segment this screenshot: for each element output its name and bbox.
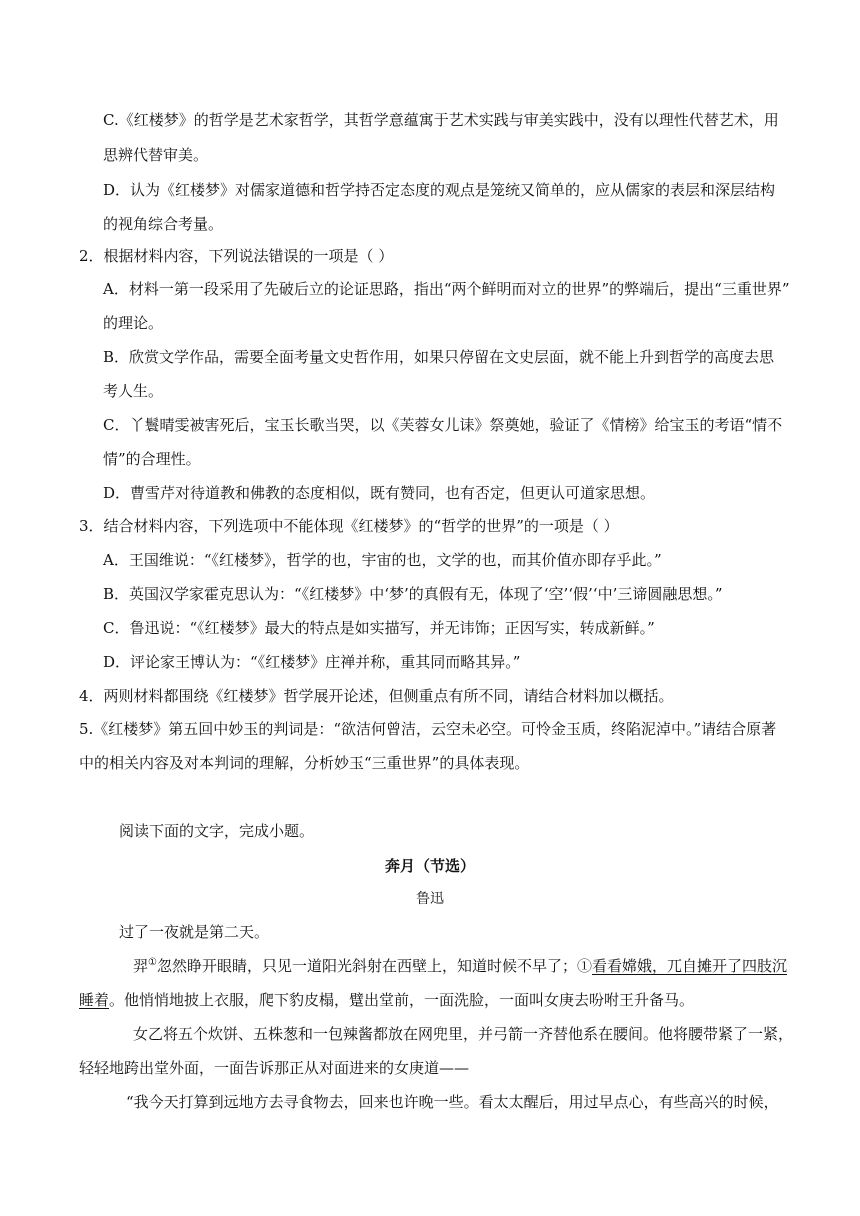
passage-title: 奔月（节选） <box>384 857 475 875</box>
q2-option-a-line1: A．材料一第一段采用了先破后立的论证思路，指出“两个鲜明而对立的世界”的弊端后，提出“三重世界” <box>103 280 790 298</box>
p2-text-start: 羿 <box>133 957 149 975</box>
p2-text-end: 。他悄悄地披上衣服，爬下豹皮榻，躄出堂前，一面洗脸，一面叫女庚去吩咐王升备马。 <box>109 991 695 1009</box>
underlined-sentence-1: 看看嫦娥，兀自摊开了四肢沉 <box>592 957 788 975</box>
q1-option-c-line1: C.《红楼梦》的哲学是艺术家哲学，其哲学意蕴寓于艺术实践与审美实践中，没有以理性代替艺术，用 <box>103 111 779 129</box>
q2-option-b-line1: B．欣赏文学作品，需要全面考量文史哲作用，如果只停留在文史层面，就不能上升到哲学的高度去思 <box>103 348 775 366</box>
passage-paragraph-3-line2: 轻轻地跨出堂外面，一面告诉那正从对面进来的女庚道—— <box>79 1059 470 1077</box>
q1-option-d-line1: D．认为《红楼梦》对儒家道德和哲学持否定态度的观点是笼统又简单的，应从儒家的表层和深层结构 <box>103 181 776 199</box>
passage-paragraph-2-line2 <box>79 990 694 1010</box>
passage-paragraph-4-line1: “我今天打算到远地方去寻食物去，回来也许晚一些。看太太醒后，用过早点心，有些高兴的时候， <box>126 1093 779 1111</box>
question-2: 2．根据材料内容，下列说法错误的一项是（ ） <box>79 247 394 265</box>
q3-option-b: B．英国汉学家霍克思认为：“《红楼梦》中‘梦’的真假有无，体现了‘空’‘假’‘中’三谛圆融思想。” <box>103 585 723 603</box>
q2-option-c-line2: 情”的合理性。 <box>103 450 201 468</box>
q2-option-a-line2: 的理论。 <box>103 314 164 332</box>
p2-text-mid: 忽然睁开眼睛，只见一道阳光斜射在西壁上，知道时候不早了；① <box>156 957 592 975</box>
question-5-line1: 5.《红楼梦》第五回中妙玉的判词是：“欲洁何曾洁，云空未必空。可怜金玉质，终陷泥淖中。”请结合原著 <box>79 720 777 738</box>
passage-paragraph-2-line1 <box>133 956 787 976</box>
underlined-sentence-1-end: 睡着 <box>79 991 110 1009</box>
passage-paragraph-1: 过了一夜就是第二天。 <box>119 923 270 941</box>
footnote-marker: ① <box>148 957 157 968</box>
q3-option-d: D．评论家王博认为：“《红楼梦》庄禅并称，重其同而略其异。” <box>103 653 521 671</box>
q1-option-c-line2: 思辨代替审美。 <box>103 146 209 164</box>
q2-option-c-line1: C．丫鬟晴雯被害死后，宝玉长歌当哭，以《芙蓉女儿诔》祭奠她，验证了《情榜》给宝玉的考语“情不 <box>103 416 783 434</box>
q2-option-d: D．曹雪芹对待道教和佛教的态度相似，既有赞同，也有否定，但更认可道家思想。 <box>103 484 656 502</box>
question-4: 4．两则材料都围绕《红楼梦》哲学展开论述，但侧重点有所不同，请结合材料加以概括。 <box>79 687 674 705</box>
q2-option-b-line2: 考人生。 <box>103 382 164 400</box>
q3-option-c: C．鲁迅说：“《红楼梦》最大的特点是如实描写，并无讳饰；正因写实，转成新鲜。” <box>103 619 655 637</box>
question-3: 3．结合材料内容，下列选项中不能体现《红楼梦》的“哲学的世界”的一项是（ ） <box>79 517 619 535</box>
q1-option-d-line2: 的视角综合考量。 <box>103 215 224 233</box>
question-5-line2: 中的相关内容及对本判词的理解，分析妙玉“三重世界”的具体表现。 <box>79 754 530 772</box>
passage-paragraph-3-line1: 女乙将五个炊饼、五株葱和一包辣酱都放在网兜里，并弓箭一齐替他系在腰间。他将腰带紧了一紧， <box>133 1025 794 1043</box>
reading-instruction: 阅读下面的文字，完成小题。 <box>119 822 315 840</box>
q3-option-a: A．王国维说：“《红楼梦》，哲学的也，宇宙的也，文学的也，而其价值亦即存乎此。” <box>103 551 662 569</box>
passage-author: 鲁迅 <box>416 891 444 907</box>
